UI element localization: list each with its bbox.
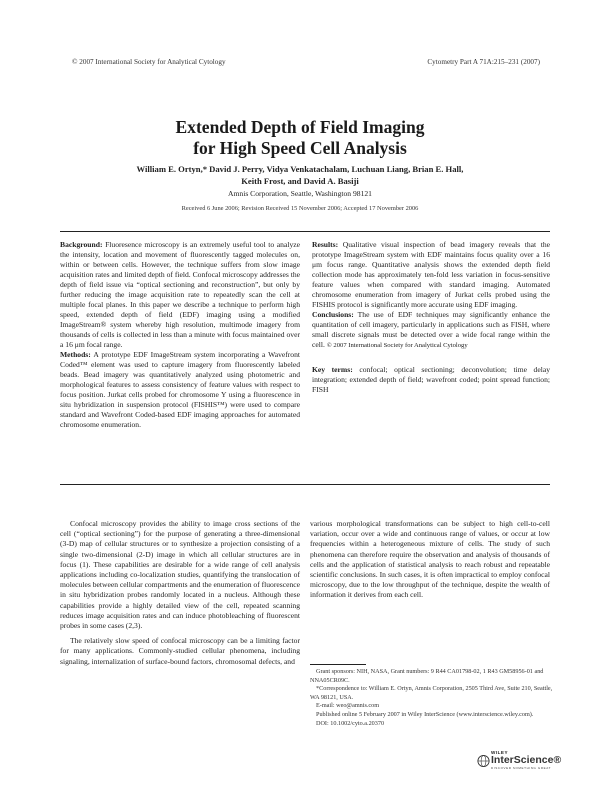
body-left-column bbox=[60, 519, 300, 667]
footnotes bbox=[310, 668, 554, 728]
body-paragraph-3: various morphological transformations can be subject to high cell-to-cell variation, occur over a wide and continuous range of values, or occur at low frequencies within a heterogeneous mixture of cells. The study of such phenomena can therefore require the observation and analysis of thousands of cells and the application of statistical analysis to reach robust and repeatable scientific conclusions. In such cases, it is often impractical to employ confocal microscopy, due to the low throughput of the technique, despite the wealth of information it derives from each cell. bbox=[310, 519, 550, 600]
abstract-methods: Methods: A prototype EDF ImageStream system incorporating a Wavefront Coded™ element was used to capture imagery from fluorescently labeled beads. Bead imagery was quantitatively analyzed using photometric and morphological features to assess consistency of feature values with respect to focus position. Jurkat cells probed for chromosome Y using a fluorescence in situ hybridization in suspension protocol (FISHIS™) were used to compare standard and Wavefront Coded-based EDF imaging approaches for automated chromosome enumeration. bbox=[60, 350, 300, 429]
body-paragraph-1: Confocal microscopy provides the ability to image cross sections of the cell (“optical sectioning”) for the purpose of generating a three-dimensional (3-D) map of cellular structures or to synthesize a projection consisting of a single two-dimensional (2-D) image in which all cellular structures are in focus (1). These capabilities are desirable for a wide range of cell analysis applications including co-localization studies, quantifying the translocation of molecules between cellular compartments and the enumeration of fluorescence in situ hybridization probes randomly located in a nucleus. Although these capabilities provide a highly detailed view of the cell, repeated scanning reduces image acquisition rates and can induce photobleaching of fluorescent probes in some cases (2,3). bbox=[60, 519, 300, 631]
body-paragraph-2: The relatively slow speed of confocal microscopy can be a limiting factor for many applications. Commonly-studied cellular phenomena, including signaling, internalization of surface-bound factors, chromosomal defects, and bbox=[60, 636, 300, 666]
logo-wiley-text: WILEY bbox=[491, 750, 509, 755]
submission-dates: Received 6 June 2006; Revision Received 15 November 2006; Accepted 17 November 2006 bbox=[181, 205, 419, 212]
footnote-rule bbox=[310, 664, 366, 665]
key-terms: Key terms: confocal; optical sectioning; deconvolution; time delay integration; extended depth of field; wavefront coded; point spread function; FISH bbox=[312, 365, 550, 394]
abstract-background: Background: Fluoresence microscopy is an extremely useful tool to analyze the intensity, location and movement of fluorescently tagged molecules on, within or between cells. However, the technique suffers from slow image acquisition rates and limited depth of field. Confocal microscopy addresses the depth of field issue via “optical sectioning and reconstruction”, but only by further reducing the image acquisition rate to repeatedly scan the cell at multiple focal planes. In this paper we describe a technique to perform high speed, extended depth of field (EDF) imaging using a modified ImageStream® system whereby high resolution, multimode imagery from thousands of cells is collected in less than a minute with focus maintained over a 16 μm focal range. bbox=[60, 240, 300, 349]
abstract-left-column bbox=[60, 240, 300, 430]
globe-icon bbox=[477, 753, 490, 769]
author-list bbox=[80, 164, 520, 187]
logo-tagline: DISCOVER SOMETHING GREAT bbox=[491, 766, 552, 770]
affiliation: Amnis Corporation, Seattle, Washington 98121 bbox=[228, 189, 372, 198]
wiley-interscience-logo bbox=[477, 750, 562, 772]
authors-line-1: William E. Ortyn,* David J. Perry, Vidya Venkatachalam, Luchuan Liang, Brian E. Hall, bbox=[136, 164, 464, 174]
abstract-conclusions: Conclusions: The use of EDF techniques may significantly enhance the quantitation of cell imagery, particularly in applications such as FISH, where small discrete signals must be detected over a wide focal range within the cell. © 2007 International Society for Analytical Cytology bbox=[312, 310, 550, 349]
abstract-copyright: © 2007 International Society for Analytical Cytology bbox=[326, 342, 468, 349]
title-line-2: for High Speed Cell Analysis bbox=[193, 138, 407, 158]
abstract-right-column bbox=[312, 240, 550, 395]
footnote-email: E-mail: weo@amnis.com bbox=[316, 702, 380, 710]
footnote-published: Published online 5 February 2007 in Wiley InterScience (www.interscience.wiley.com). bbox=[316, 710, 534, 718]
footnote-doi: DOI: 10.1002/cyto.a.20370 bbox=[316, 719, 385, 727]
abstract-bottom-rule bbox=[60, 484, 550, 485]
paper-title bbox=[0, 117, 600, 159]
footnote-correspondence: *Correspondence to: William E. Ortyn, Amnis Corporation, 2505 Third Ave, Suite 210, Seattle, WA 98121, USA. bbox=[310, 685, 553, 701]
title-line-1: Extended Depth of Field Imaging bbox=[175, 117, 425, 137]
body-right-column bbox=[310, 519, 550, 601]
logo-interscience-text: InterScience® bbox=[491, 754, 562, 766]
abstract-results: Results: Qualitative visual inspection of bead imagery reveals that the prototype ImageStream system with EDF maintains focus quality over a 16 μm focus range. Quantitative analysis shows the extended depth field collection mode has approximately ten-fold less variation in focus-sensitive feature values when compared with standard imaging. Automated chromosome enumeration from imagery of Jurkat cells probed using the FISHIS protocol is significantly more accurate using EDF imaging. bbox=[312, 240, 550, 309]
footnote-grant: Grant sponsors: NIH, NASA, Grant numbers: 9 R44 CA01798-02, 1 R43 GM58956-01 and NNA05CR09C. bbox=[310, 668, 544, 684]
abstract-top-rule bbox=[60, 231, 550, 232]
journal-citation-header: Cytometry Part A 71A:215–231 (2007) bbox=[427, 58, 540, 66]
journal-copyright-header: © 2007 International Society for Analytical Cytology bbox=[72, 58, 226, 66]
authors-line-2: Keith Frost, and David A. Basiji bbox=[241, 175, 359, 186]
